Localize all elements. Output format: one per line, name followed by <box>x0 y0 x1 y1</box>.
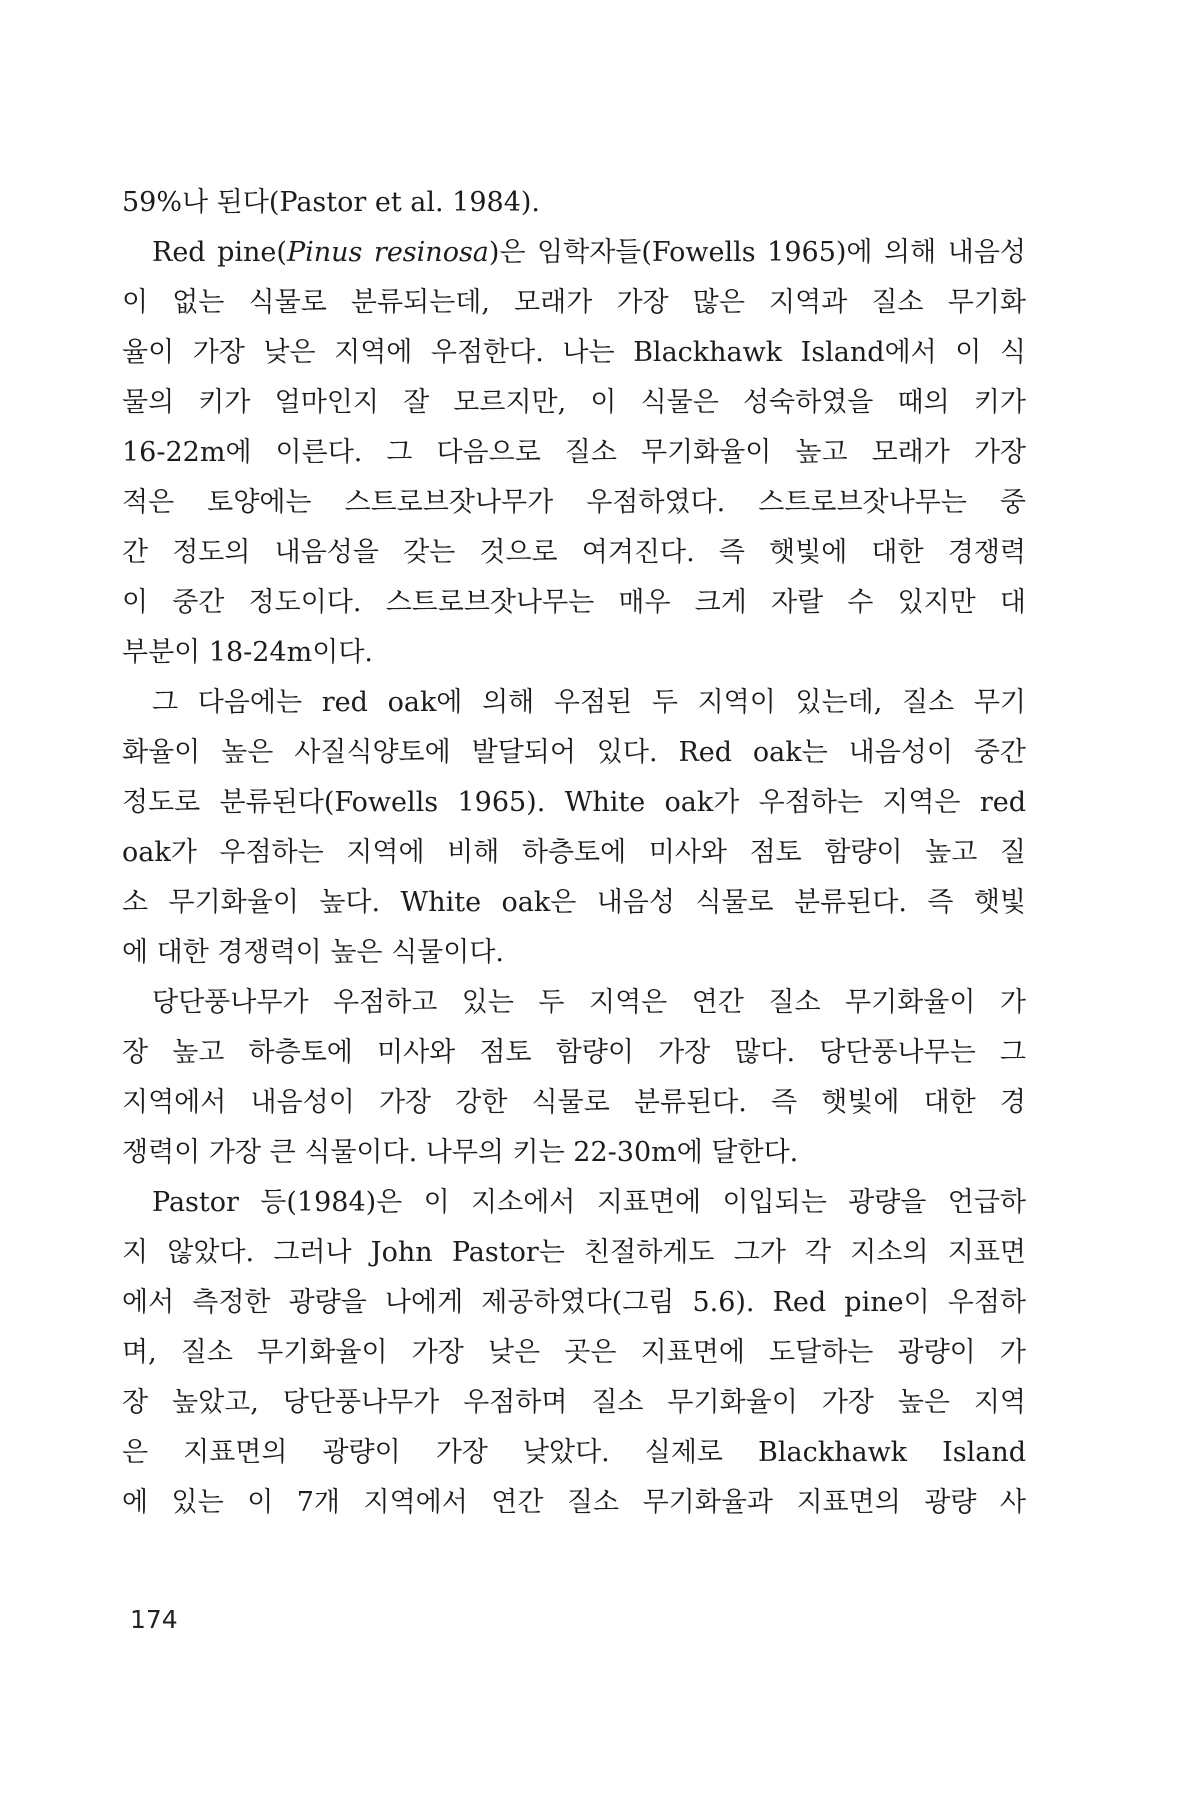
text-line: 적은 토양에는 스트로브잣나무가 우점하였다. 스트로브잣나무는 중 <box>122 487 1026 518</box>
body-text <box>122 178 1026 1528</box>
text-line: 며, 질소 무기화율이 가장 낮은 곳은 지표면에 도달하는 광량이 가 <box>122 1337 1026 1368</box>
text-line: 이 없는 식물로 분류되는데, 모래가 가장 많은 지역과 질소 무기화 <box>122 287 1026 318</box>
text-line: 율이 가장 낮은 지역에 우점한다. 나는 Blackhawk Island에서 이 식 <box>122 337 1026 368</box>
text-line: 당단풍나무가 우점하고 있는 두 지역은 연간 질소 무기화율이 가 <box>152 987 1026 1018</box>
text-line: 이 중간 정도이다. 스트로브잣나무는 매우 크게 자랄 수 있지만 대 <box>122 587 1026 618</box>
text-line: 은 지표면의 광량이 가장 낮았다. 실제로 Blackhawk Island <box>122 1437 1026 1468</box>
text-span: )은 임학자들(Fowells 1965)에 의해 내음성 <box>488 237 1026 268</box>
text-line: 59%나 된다(Pastor et al. 1984). <box>122 187 541 218</box>
text-line: 화율이 높은 사질식양토에 발달되어 있다. Red oak는 내음성이 중간 <box>122 737 1026 768</box>
text-line: 간 정도의 내음성을 갖는 것으로 여겨진다. 즉 햇빛에 대한 경쟁력 <box>122 537 1026 568</box>
text-line: 장 높고 하층토에 미사와 점토 함량이 가장 많다. 당단풍나무는 그 <box>122 1037 1026 1068</box>
text-line <box>122 228 1026 278</box>
species-name: Pinus resinosa <box>286 237 489 268</box>
page-number: 174 <box>130 1605 178 1634</box>
text-line: 에 대한 경쟁력이 높은 식물이다. <box>122 937 504 968</box>
text-line: oak가 우점하는 지역에 비해 하층토에 미사와 점토 함량이 높고 질 <box>122 837 1026 868</box>
text-span: Red pine( <box>152 237 287 268</box>
text-line: 소 무기화율이 높다. White oak은 내음성 식물로 분류된다. 즉 햇빛 <box>122 887 1026 918</box>
text-line: 정도로 분류된다(Fowells 1965). White oak가 우점하는 지역은 red <box>122 787 1026 818</box>
text-line: Pastor 등(1984)은 이 지소에서 지표면에 이입되는 광량을 언급하 <box>152 1187 1026 1218</box>
text-line: 에 있는 이 7개 지역에서 연간 질소 무기화율과 지표면의 광량 사 <box>122 1487 1026 1518</box>
text-line: 지역에서 내음성이 가장 강한 식물로 분류된다. 즉 햇빛에 대한 경 <box>122 1087 1026 1118</box>
text-line: 쟁력이 가장 큰 식물이다. 나무의 키는 22-30m에 달한다. <box>122 1137 799 1168</box>
text-line: 부분이 18-24m이다. <box>122 637 374 668</box>
text-line: 장 높았고, 당단풍나무가 우점하며 질소 무기화율이 가장 높은 지역 <box>122 1387 1026 1418</box>
text-line: 물의 키가 얼마인지 잘 모르지만, 이 식물은 성숙하였을 때의 키가 <box>122 387 1026 418</box>
text-line: 에서 측정한 광량을 나에게 제공하였다(그림 5.6). Red pine이 우점하 <box>122 1287 1026 1318</box>
text-line: 16-22m에 이른다. 그 다음으로 질소 무기화율이 높고 모래가 가장 <box>122 437 1026 468</box>
text-line: 지 않았다. 그러나 John Pastor는 친절하게도 그가 각 지소의 지표면 <box>122 1237 1026 1268</box>
text-line: 그 다음에는 red oak에 의해 우점된 두 지역이 있는데, 질소 무기 <box>152 687 1026 718</box>
